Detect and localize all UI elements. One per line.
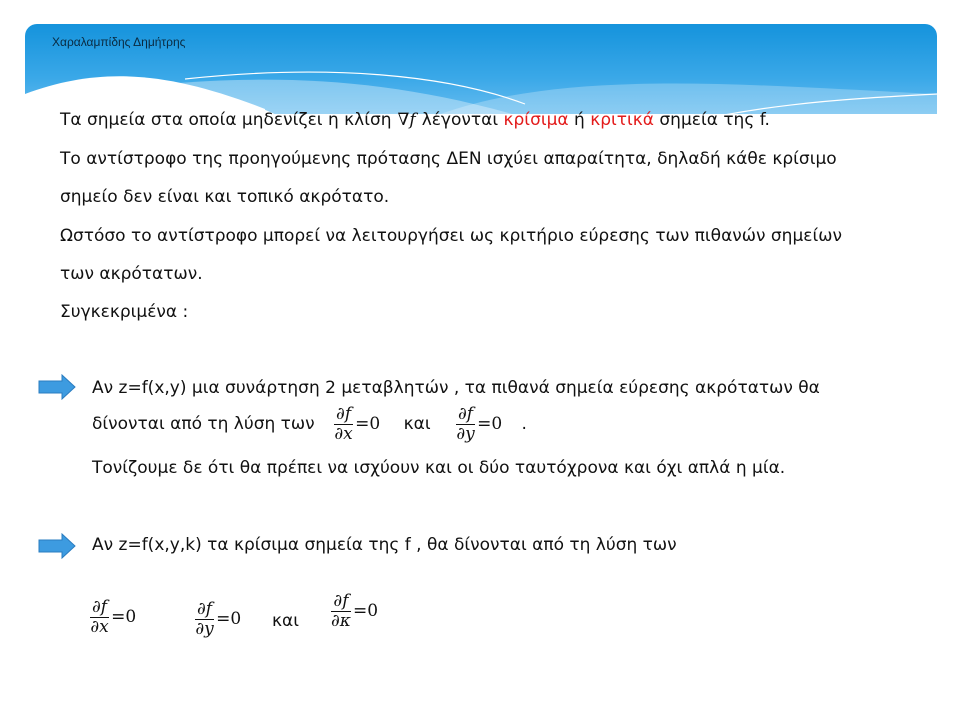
denominator: ∂x <box>90 616 109 637</box>
case1-line2 <box>92 405 527 443</box>
equals-zero: =0 <box>216 609 242 630</box>
fraction <box>195 600 214 638</box>
text: Τα σημεία στα οποία μηδενίζει η κλίση <box>60 110 392 130</box>
arrow-right-icon <box>38 374 76 400</box>
denominator: ∂κ <box>331 610 351 631</box>
equals-zero: =0 <box>352 601 379 622</box>
partial-fy-2 <box>193 600 241 638</box>
equals-zero: =0 <box>355 414 381 435</box>
partial-fk <box>329 592 378 630</box>
partial-fy <box>456 405 475 443</box>
author-name: Χαραλαμπίδης Δημήτρης <box>52 35 186 49</box>
fraction <box>90 598 109 636</box>
text-line-3: σημείο δεν είναι και τοπικό ακρότατο. <box>60 187 390 207</box>
gradient-symbol: ∇f <box>397 110 416 130</box>
denominator: ∂y <box>195 618 214 639</box>
equals-zero: =0 <box>477 414 503 435</box>
case2-line1: Αν z=f(x,y,k) τα κρίσιμα σημεία της f , θα δίνονται από τη λύση των <box>92 535 677 555</box>
numerator: ∂f <box>92 597 108 617</box>
text-line-4: Ωστόσο το αντίστροφο μπορεί να λειτουργήσει ως κριτήριο εύρεσης των πιθανών σημείων <box>60 226 842 246</box>
partial-fx <box>334 405 353 443</box>
case1-line3: Τονίζουμε δε ότι θα πρέπει να ισχύουν και οι δύο ταυτόχρονα και όχι απλά η μία. <box>92 458 786 478</box>
denominator: ∂y <box>456 423 475 444</box>
text-line-2: Το αντίστροφο της προηγούμενης πρότασης ΔΕΝ ισχύει απαραίτητα, δηλαδή κάθε κρίσιμο <box>60 149 837 169</box>
and-word-2: και <box>272 611 299 631</box>
partial-fx-2 <box>88 598 136 636</box>
text: ή <box>574 110 585 130</box>
text-line-5: των ακρότατων. <box>60 264 203 284</box>
highlight-critical: κρίσιμα <box>503 110 569 130</box>
text: δίνονται από τη λύση των <box>92 414 315 435</box>
fraction <box>331 592 351 630</box>
numerator: ∂f <box>457 404 474 424</box>
arrow-right-icon <box>38 533 76 559</box>
text: λέγονται <box>421 110 499 130</box>
and-word: και <box>403 414 431 435</box>
numerator: ∂f <box>336 404 352 424</box>
text: σημεία της f. <box>659 110 770 130</box>
text-line-6: Συγκεκριμένα : <box>60 302 189 322</box>
equals-zero: =0 <box>111 607 137 628</box>
numerator: ∂f <box>197 599 213 619</box>
case1-line1: Αν z=f(x,y) μια συνάρτηση 2 μεταβλητών , τα πιθανά σημεία εύρεσης ακρότατων θα <box>92 378 820 398</box>
numerator: ∂f <box>333 591 349 611</box>
denominator: ∂x <box>334 423 353 444</box>
text-line-1 <box>60 110 770 130</box>
highlight-critical-alt: κριτικά <box>590 110 654 130</box>
period: . <box>521 414 527 435</box>
